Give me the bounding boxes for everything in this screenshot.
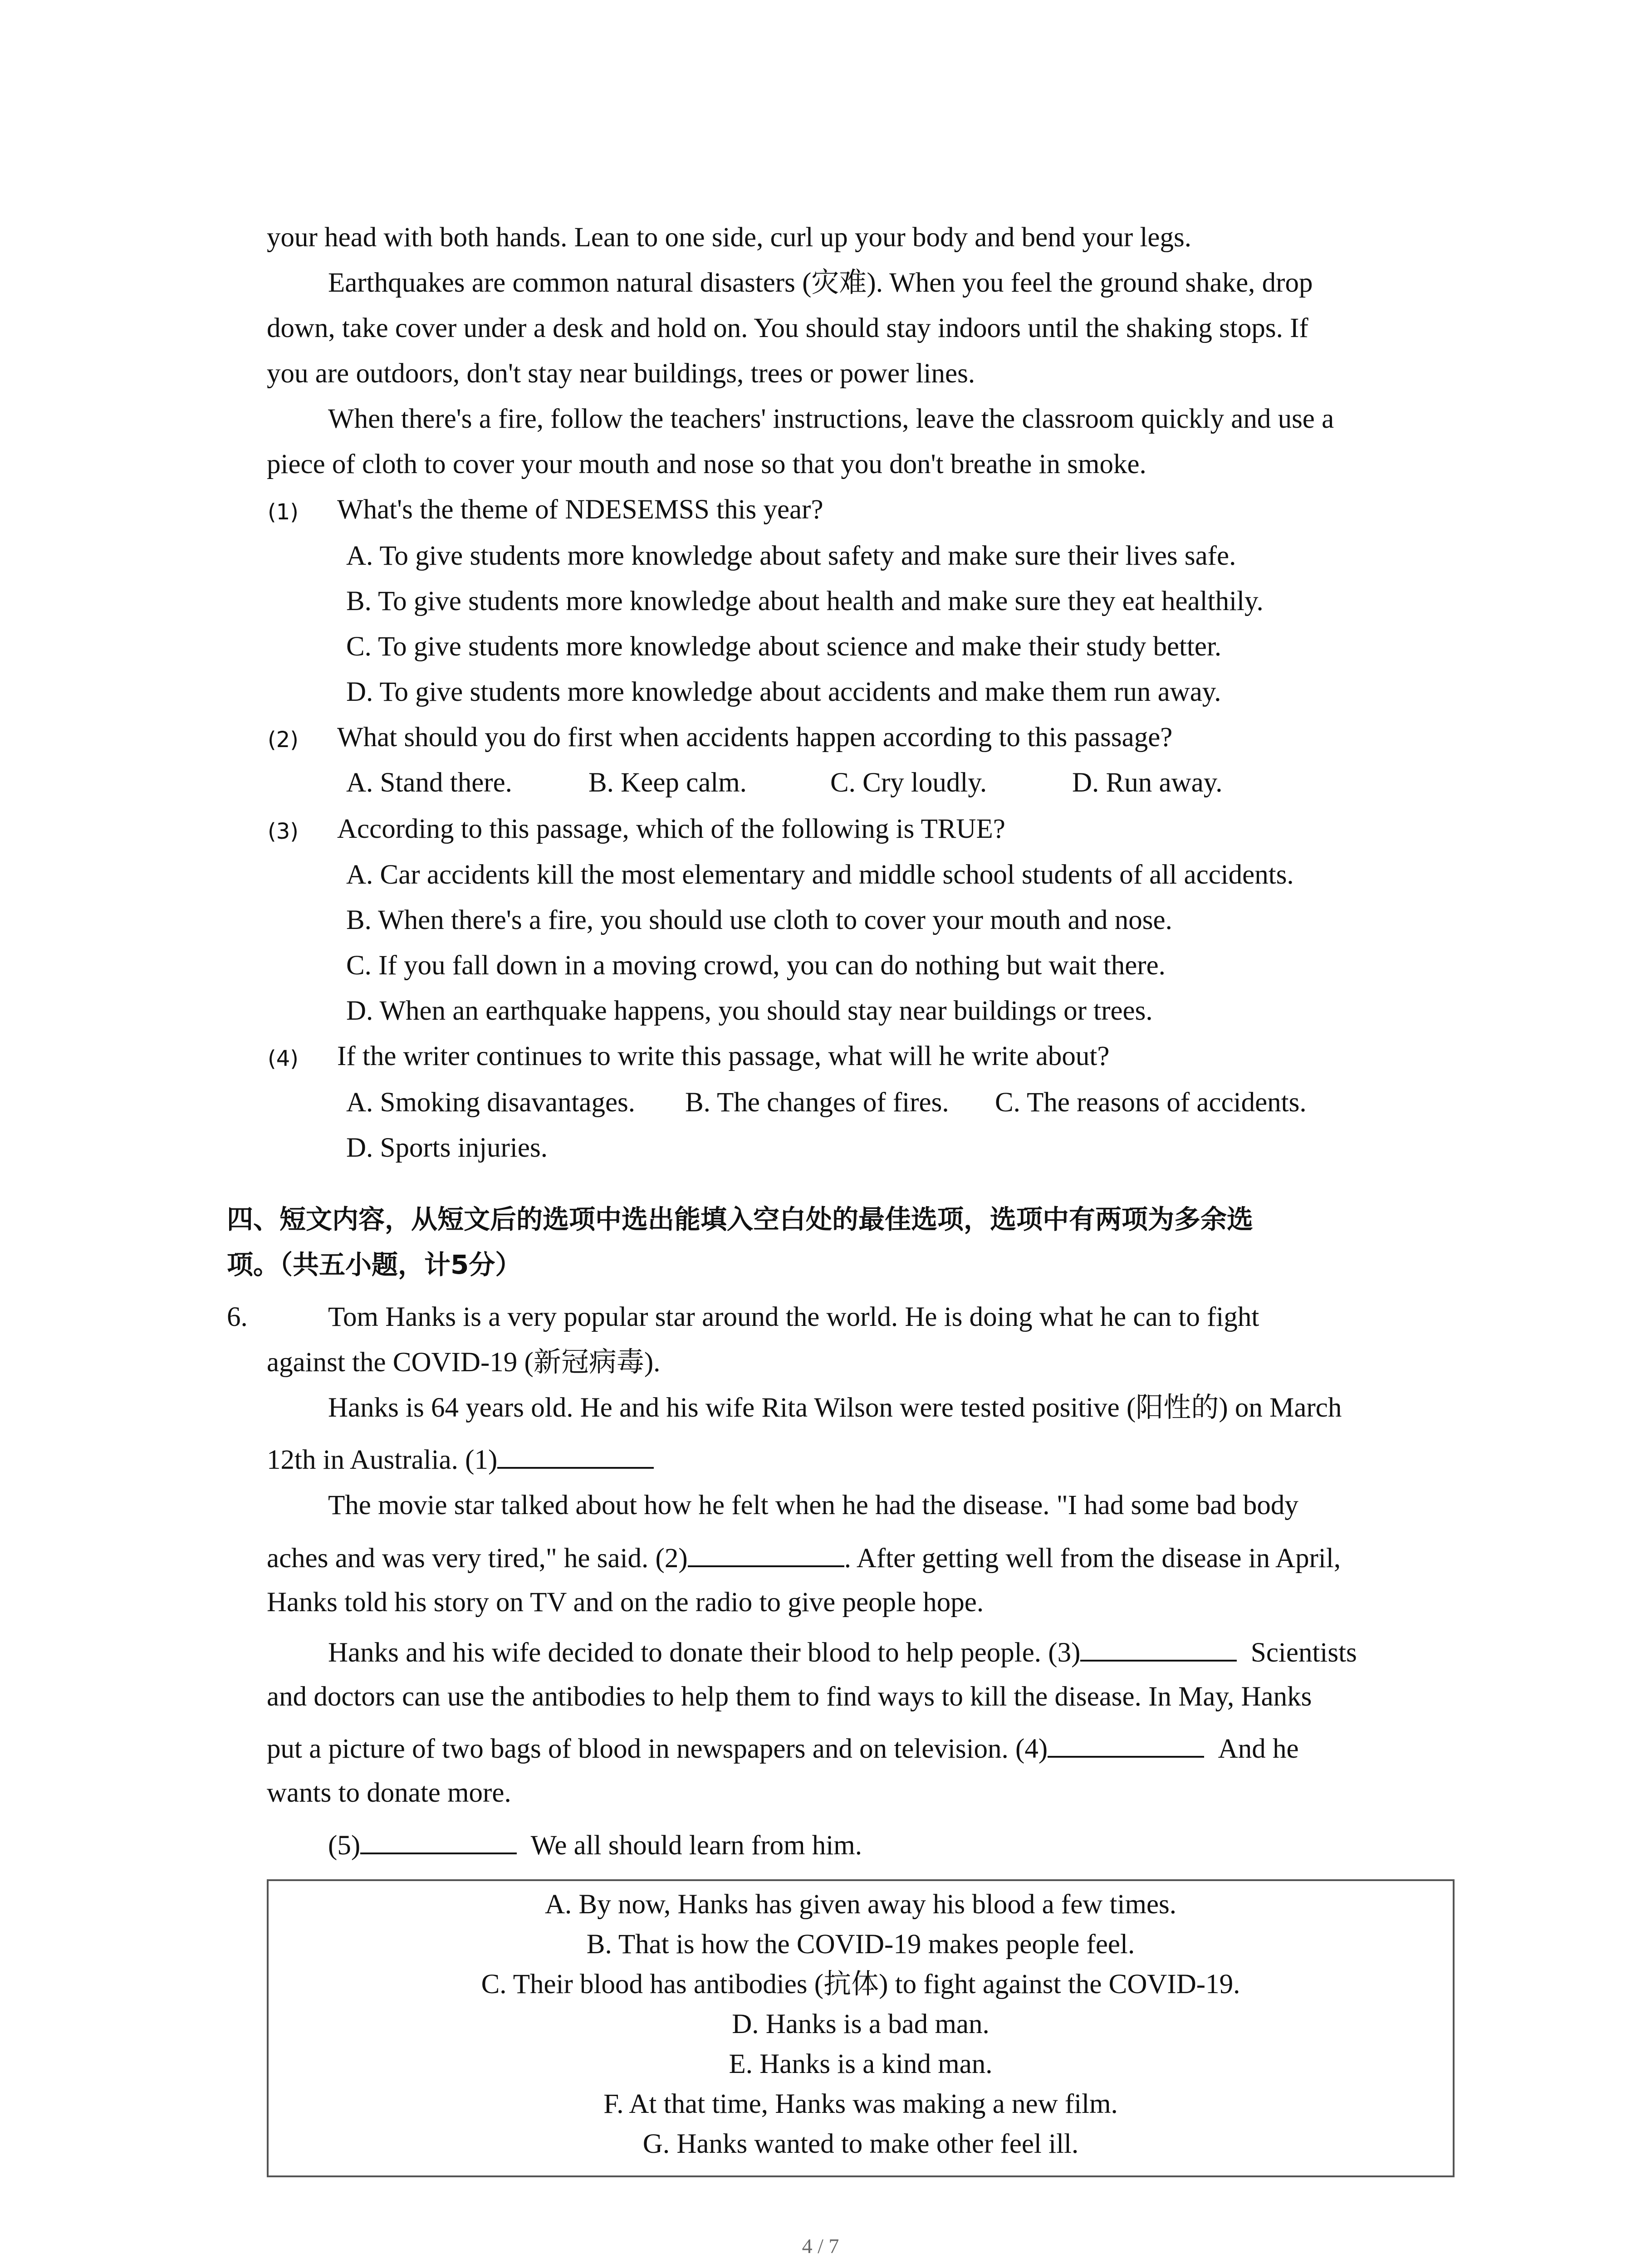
question-number: (3) <box>268 819 299 844</box>
answer-option: B. To give students more knowledge about health and make sure they eat healthily. <box>346 586 1264 616</box>
passage-line <box>328 1634 1357 1669</box>
passage-line: Hanks told his story on TV and on the radio to give people hope. <box>267 1587 984 1618</box>
answer-option: B. When there's a fire, you should use cloth to cover your mouth and nose. <box>346 905 1172 935</box>
passage-line: piece of cloth to cover your mouth and nose so that you don't breathe in smoke. <box>267 449 1146 479</box>
passage-text: Scientists <box>1250 1637 1357 1668</box>
question-text: According to this passage, which of the following is TRUE? <box>337 814 1005 844</box>
box-option-e: E. Hanks is a kind man. <box>729 2049 993 2079</box>
answer-option: D. Sports injuries. <box>346 1133 548 1163</box>
answer-blank-1[interactable] <box>497 1442 654 1469</box>
passage-line: your head with both hands. Lean to one side, curl up your body and bend your legs. <box>267 222 1191 253</box>
section-heading: 项。（共五小题，计5分） <box>227 1249 522 1280</box>
answer-blank-4[interactable] <box>1048 1730 1204 1758</box>
passage-text: And he <box>1218 1734 1299 1764</box>
box-option-d: D. Hanks is a bad man. <box>732 2009 989 2039</box>
answer-option: A. To give students more knowledge about safety and make sure their lives safe. <box>346 541 1236 571</box>
passage-line: wants to donate more. <box>267 1778 511 1808</box>
passage-line: Earthquakes are common natural disasters (灾难). When you feel the ground shake, drop <box>328 268 1313 298</box>
question-number: 6. <box>227 1302 248 1332</box>
passage-line: Tom Hanks is a very popular star around the world. He is doing what he can to fight <box>328 1302 1259 1332</box>
answer-option: D. To give students more knowledge about accidents and make them run away. <box>346 677 1221 707</box>
passage-line <box>267 1540 1341 1575</box>
answer-option: B. Keep calm. <box>588 767 747 798</box>
answer-blank-5[interactable] <box>360 1827 517 1854</box>
question-text: If the writer continues to write this passage, what will he write about? <box>337 1041 1110 1071</box>
passage-line: against the COVID-19 (新冠病毒). <box>267 1347 661 1378</box>
passage-line <box>267 1730 1299 1765</box>
question-number: (2) <box>268 727 299 753</box>
passage-line: Hanks is 64 years old. He and his wife Rita Wilson were tested positive (阳性的) on March <box>328 1393 1342 1423</box>
section-heading: 四、短文内容，从短文后的选项中选出能填入空白处的最佳选项，选项中有两项为多余选 <box>227 1204 1254 1235</box>
passage-text: . After getting well from the disease in April, <box>844 1543 1341 1574</box>
answer-option: A. Stand there. <box>346 767 512 798</box>
passage-text: Hanks and his wife decided to donate their blood to help people. (3) <box>328 1637 1081 1668</box>
answer-option: A. Smoking disavantages. <box>346 1087 636 1118</box>
answer-option: C. The reasons of accidents. <box>995 1087 1307 1118</box>
passage-text: 12th in Australia. (1) <box>267 1445 498 1475</box>
box-option-f: F. At that time, Hanks was making a new film. <box>603 2089 1118 2119</box>
box-option-g: G. Hanks wanted to make other feel ill. <box>642 2129 1079 2159</box>
passage-line: and doctors can use the antibodies to help them to find ways to kill the disease. In May, Hanks <box>267 1681 1312 1712</box>
passage-line: you are outdoors, don't stay near buildings, trees or power lines. <box>267 358 975 389</box>
answer-option: B. The changes of fires. <box>685 1087 949 1118</box>
answer-option: A. Car accidents kill the most elementary and middle school students of all accidents. <box>346 860 1294 890</box>
passage-line: The movie star talked about how he felt when he had the disease. "I had some bad body <box>328 1490 1298 1520</box>
passage-line <box>328 1827 862 1862</box>
passage-line <box>267 1442 654 1476</box>
passage-text: put a picture of two bags of blood in newspapers and on television. (4) <box>267 1734 1048 1764</box>
page-number: 4 / 7 <box>802 2234 839 2258</box>
question-text: What should you do first when accidents happen according to this passage? <box>337 722 1173 753</box>
passage-line: down, take cover under a desk and hold on. You should stay indoors until the shaking stops. If <box>267 313 1308 343</box>
passage-text: We all should learn from him. <box>530 1830 862 1861</box>
answer-option: D. Run away. <box>1072 767 1223 798</box>
box-option-c: C. Their blood has antibodies (抗体) to fight against the COVID-19. <box>481 1969 1240 1999</box>
question-number: (1) <box>268 499 299 525</box>
answer-blank-3[interactable] <box>1080 1634 1237 1662</box>
answer-option: D. When an earthquake happens, you should stay near buildings or trees. <box>346 996 1153 1026</box>
box-option-a: A. By now, Hanks has given away his blood a few times. <box>544 1889 1177 1920</box>
question-number: (4) <box>268 1046 299 1071</box>
question-text: What's the theme of NDESEMSS this year? <box>337 494 823 525</box>
answer-option: C. If you fall down in a moving crowd, you can do nothing but wait there. <box>346 950 1166 981</box>
passage-line: When there's a fire, follow the teachers' instructions, leave the classroom quickly and use a <box>328 404 1334 434</box>
passage-text: (5) <box>328 1830 361 1861</box>
answer-option: C. To give students more knowledge about science and make their study better. <box>346 631 1222 662</box>
options-box <box>267 1879 1455 2177</box>
answer-option: C. Cry loudly. <box>830 767 987 798</box>
passage-text: aches and was very tired," he said. (2) <box>267 1543 688 1574</box>
box-option-b: B. That is how the COVID-19 makes people feel. <box>586 1929 1135 1960</box>
answer-blank-2[interactable] <box>688 1540 844 1567</box>
